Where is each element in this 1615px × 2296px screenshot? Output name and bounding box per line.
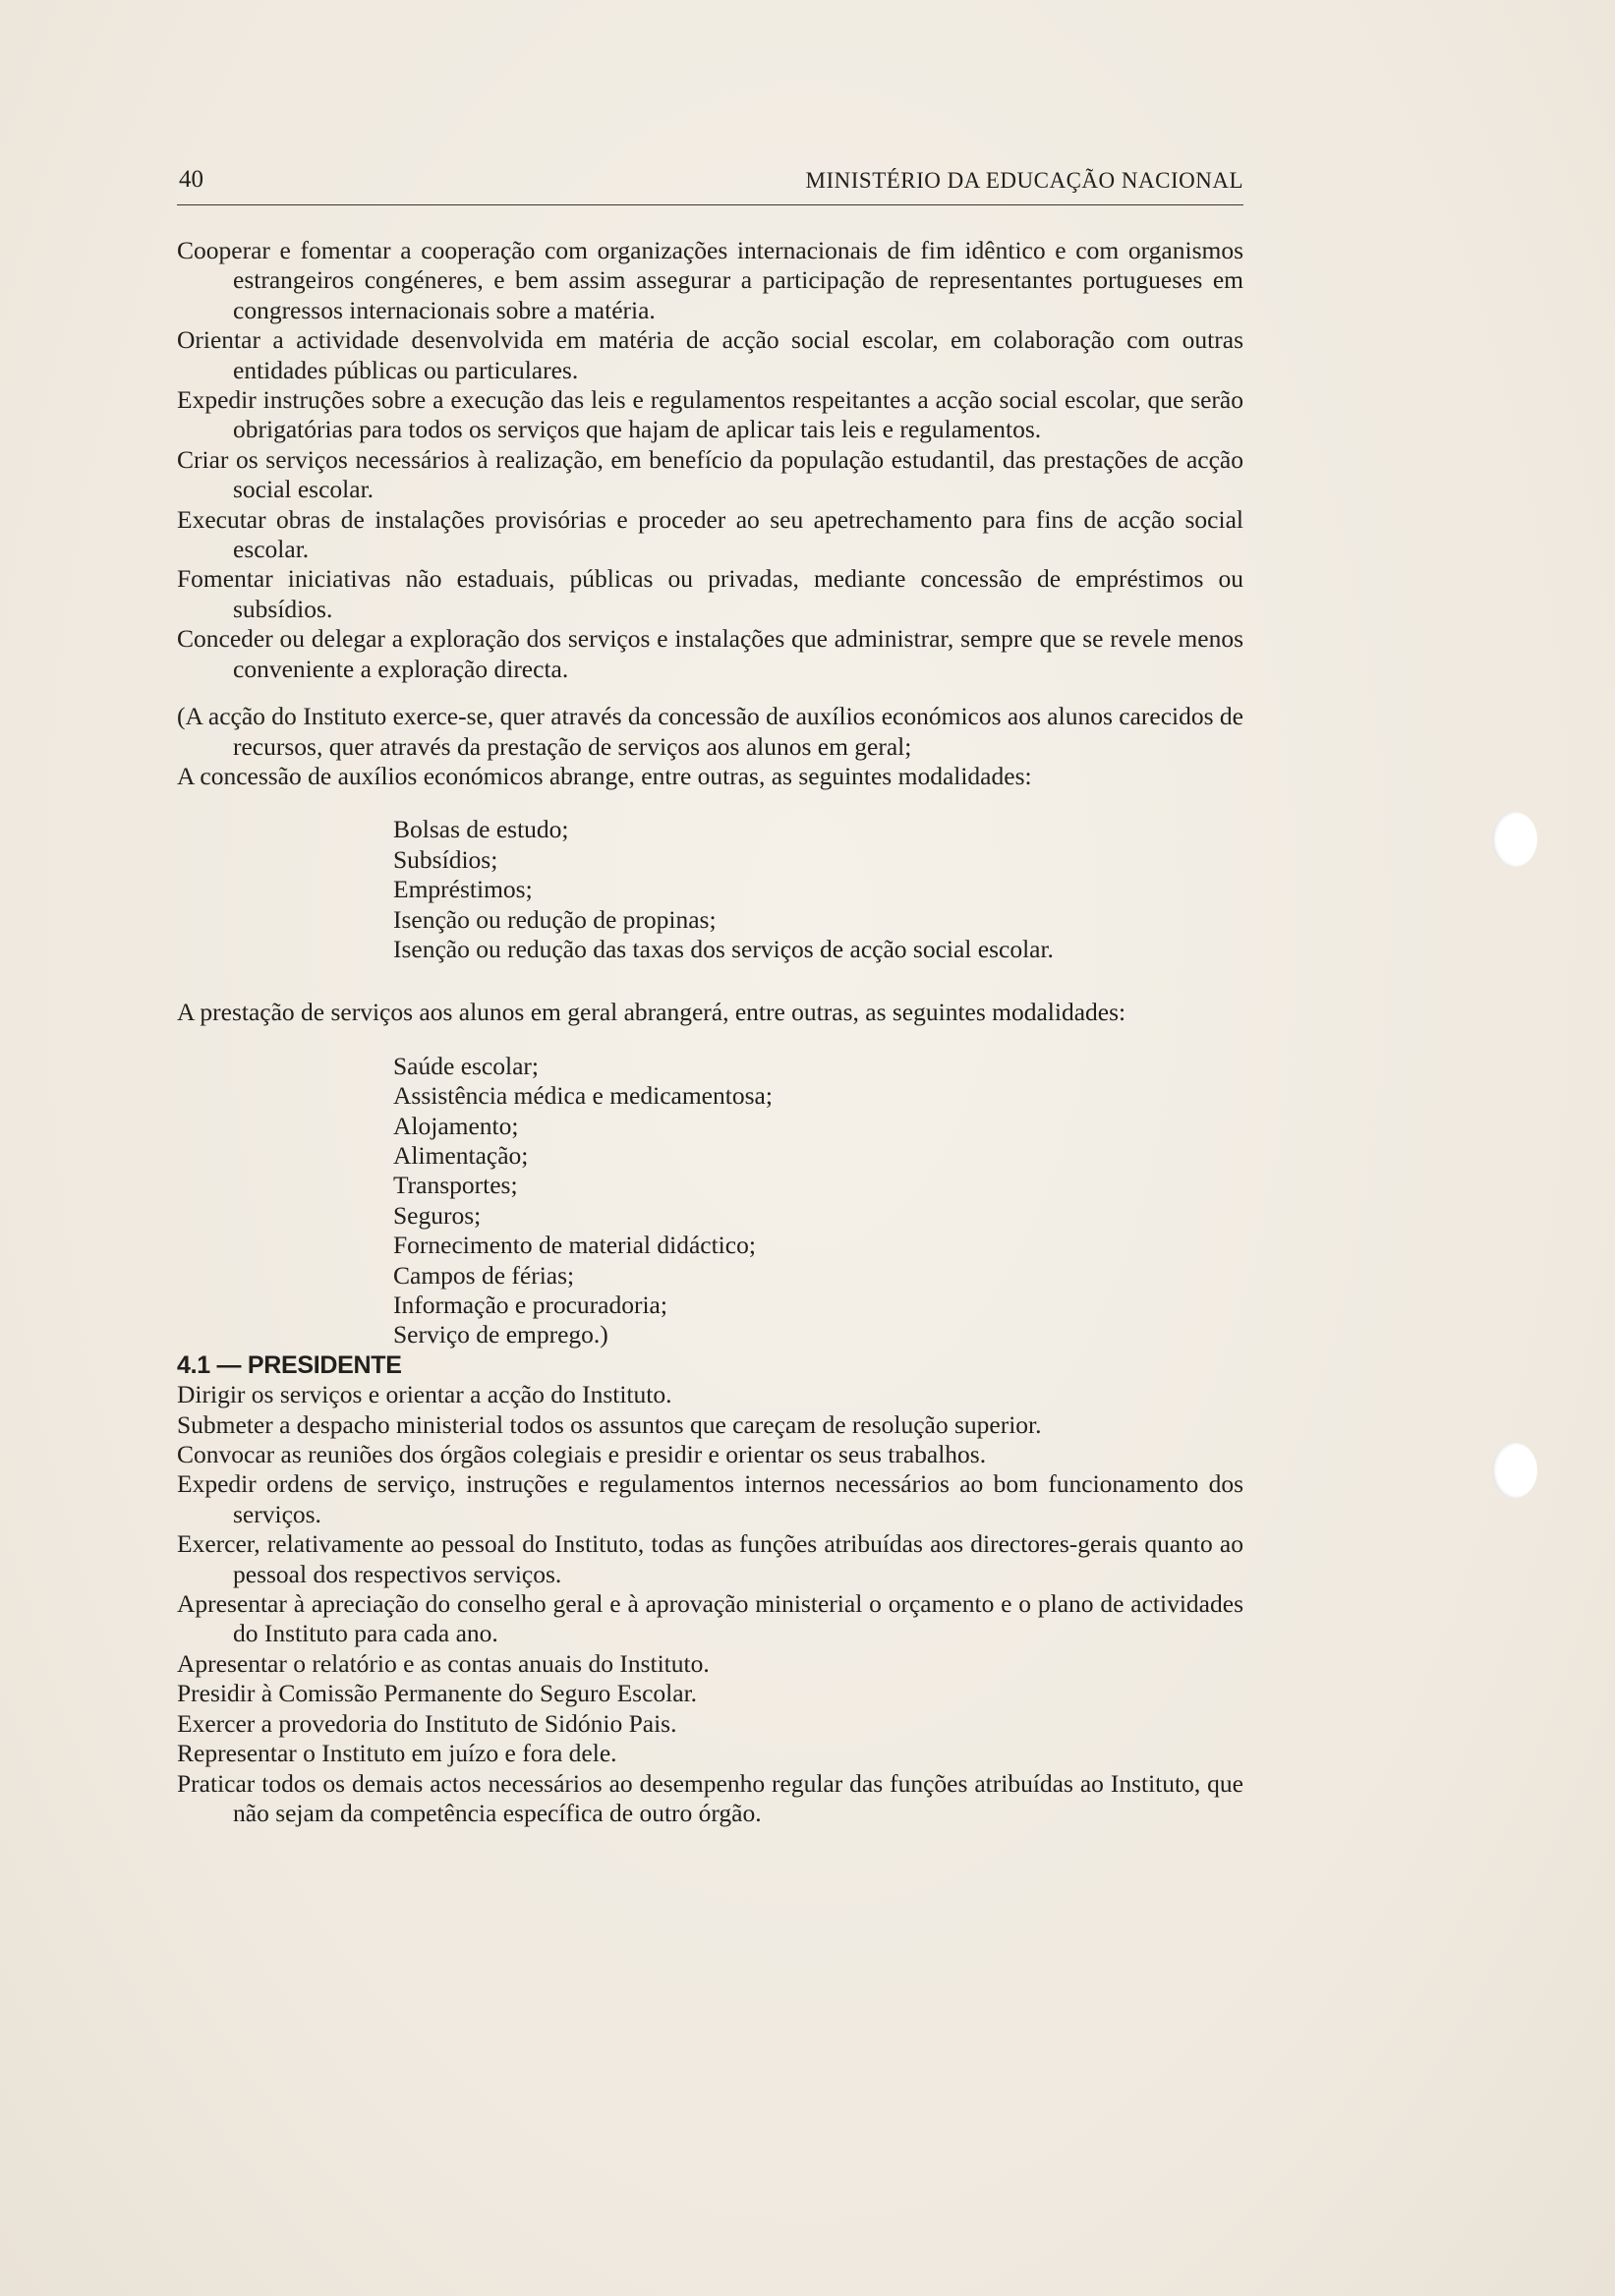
competency-item: Criar os serviços necessários à realização, em benefício da população estudantil, das prestações de acção social escolar.	[177, 444, 1243, 504]
competency-item: Orientar a actividade desenvolvida em matéria de acção social escolar, em colaboração com outras entidades públicas ou particulares.	[177, 325, 1243, 384]
header-rule	[177, 204, 1243, 205]
list-item: Saúde escolar;	[393, 1051, 539, 1080]
competency-item: Cooperar e fomentar a cooperação com organizações internacionais de fim idêntico e com organismos estrangeiros congéneres, e bem assim assegurar a participação de representantes portugueses em congressos internacionais sobre a matéria.	[177, 236, 1243, 324]
duty-item: Expedir ordens de serviço, instruções e regulamentos internos necessários ao bom funcionamento dos serviços.	[177, 1469, 1243, 1528]
duty-item: Apresentar o relatório e as contas anuais do Instituto.	[177, 1648, 710, 1678]
list-item: Isenção ou redução das taxas dos serviços de acção social escolar.	[393, 934, 1054, 963]
list-item: Subsídios;	[393, 844, 498, 874]
duty-item: Dirigir os serviços e orientar a acção do Instituto.	[177, 1380, 672, 1409]
running-head: MINISTÉRIO DA EDUCAÇÃO NACIONAL	[805, 168, 1243, 193]
aid-modalities-list	[393, 815, 1243, 964]
note-block	[177, 702, 1243, 1350]
list-item: Seguros;	[393, 1200, 482, 1230]
section-heading: 4.1 — PRESIDENTE	[177, 1350, 402, 1379]
competencies-list	[177, 236, 1243, 684]
duty-item: Representar o Instituto em juízo e fora dele.	[177, 1739, 617, 1768]
page-header	[177, 162, 1243, 201]
list-item: Informação e procuradoria;	[393, 1291, 667, 1319]
duty-item: Exercer a provedoria do Instituto de Sidónio Pais.	[177, 1708, 677, 1738]
spacer	[177, 964, 1243, 998]
note-paragraph: A concessão de auxílios económicos abrange, entre outras, as seguintes modalidades:	[177, 761, 1032, 790]
page-body	[177, 236, 1243, 1828]
note-paragraph: (A acção do Instituto exerce-se, quer através da concessão de auxílios económicos aos alunos carecidos de recursos, quer através da prestação de serviços aos alunos em geral;	[177, 702, 1243, 761]
duty-item: Praticar todos os demais actos necessários ao desempenho regular das funções atribuídas ao Instituto, que não sejam da competência específica de outro órgão.	[177, 1768, 1243, 1827]
list-item: Fornecimento de material didáctico;	[393, 1231, 756, 1260]
list-item: Alimentação;	[393, 1140, 529, 1170]
competency-item: Conceder ou delegar a exploração dos serviços e instalações que administrar, sempre que se revele menos conveniente a exploração directa.	[177, 624, 1243, 683]
list-item: Campos de férias;	[393, 1260, 575, 1290]
duty-item: Convocar as reuniões dos órgãos colegiais e presidir e orientar os seus trabalhos.	[177, 1440, 987, 1469]
duty-item: Apresentar à apreciação do conselho geral e à aprovação ministerial o orçamento e o plano de actividades do Instituto para cada ano.	[177, 1589, 1243, 1648]
punch-hole	[1492, 812, 1537, 867]
list-item: Isenção ou redução de propinas;	[393, 904, 717, 934]
service-modalities-list	[393, 1052, 1243, 1350]
duty-item: Presidir à Comissão Permanente do Seguro Escolar.	[177, 1679, 698, 1708]
list-item: Empréstimos;	[393, 875, 533, 904]
punch-hole	[1492, 1443, 1537, 1498]
list-item: Transportes;	[393, 1171, 518, 1200]
list-item: Bolsas de estudo;	[393, 815, 569, 844]
page-number: 40	[179, 166, 203, 193]
competency-item: Expedir instruções sobre a execução das leis e regulamentos respeitantes a acção social escolar, que serão obrigatórias para todos os serviços que hajam de aplicar tais leis e regulamentos.	[177, 385, 1243, 444]
competency-item: Executar obras de instalações provisórias e proceder ao seu apetrechamento para fins de acção social escolar.	[177, 504, 1243, 564]
competency-item: Fomentar iniciativas não estaduais, públicas ou privadas, mediante concessão de empréstimos ou subsídios.	[177, 564, 1243, 623]
duty-item: Exercer, relativamente ao pessoal do Instituto, todas as funções atribuídas aos directores-gerais quanto ao pessoal dos respectivos serviços.	[177, 1529, 1243, 1588]
list-item: Serviço de emprego.)	[393, 1320, 608, 1349]
duty-item: Submeter a despacho ministerial todos os assuntos que careçam de resolução superior.	[177, 1409, 1042, 1439]
list-item: Alojamento;	[393, 1111, 519, 1140]
president-duties-list	[177, 1380, 1243, 1828]
note-paragraph: A prestação de serviços aos alunos em geral abrangerá, entre outras, as seguintes modalidades:	[177, 998, 1126, 1027]
list-item: Assistência médica e medicamentosa;	[393, 1081, 773, 1111]
